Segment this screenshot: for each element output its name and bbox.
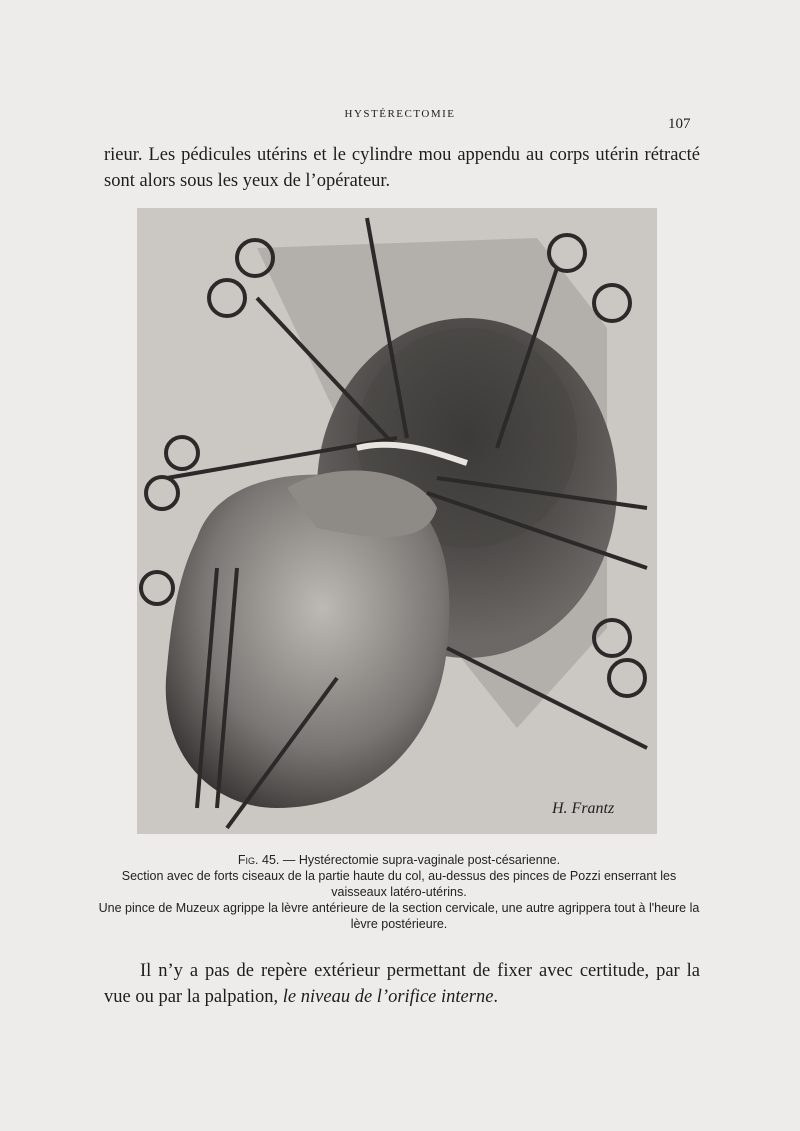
illustration-drawing — [137, 208, 657, 834]
caption-line-2: Une pince de Muzeux agrippe la lèvre antérieure de la section cervicale, une autre agrippera tout à l'heure la lèvre postérieure. — [98, 901, 700, 931]
paragraph-bottom-emphasis: le niveau de l’orifice interne — [282, 987, 494, 1007]
caption-label: Fig. 45. — [237, 853, 280, 867]
paragraph-bottom — [104, 958, 700, 1010]
paragraph-top: rieur. Les pédicules utérins et le cylindre mou appendu au corps utérin rétracté sont alors sous les yeux de l’opérateur. — [104, 145, 700, 191]
running-head: HYSTÉRECTOMIE — [344, 108, 456, 120]
caption-title: — Hystérectomie supra-vaginale post-césarienne. — [282, 853, 561, 867]
paragraph-bottom-text: Il n’y a pas de repère extérieur permettant de fixer avec certitude, par la vue ou par la palpation, — [104, 961, 700, 1007]
paragraph-bottom-end: . — [493, 987, 499, 1007]
artist-signature: H. Frantz — [552, 800, 615, 817]
figure-caption — [96, 852, 702, 932]
caption-heading — [96, 852, 702, 868]
caption-line-1: Section avec de forts ciseaux de la partie haute du col, au-dessus des pinces de Pozzi enserrant les vaisseaux latéro-utérins. — [121, 869, 677, 899]
page-number: 107 — [668, 116, 691, 132]
surgical-illustration — [137, 208, 657, 834]
